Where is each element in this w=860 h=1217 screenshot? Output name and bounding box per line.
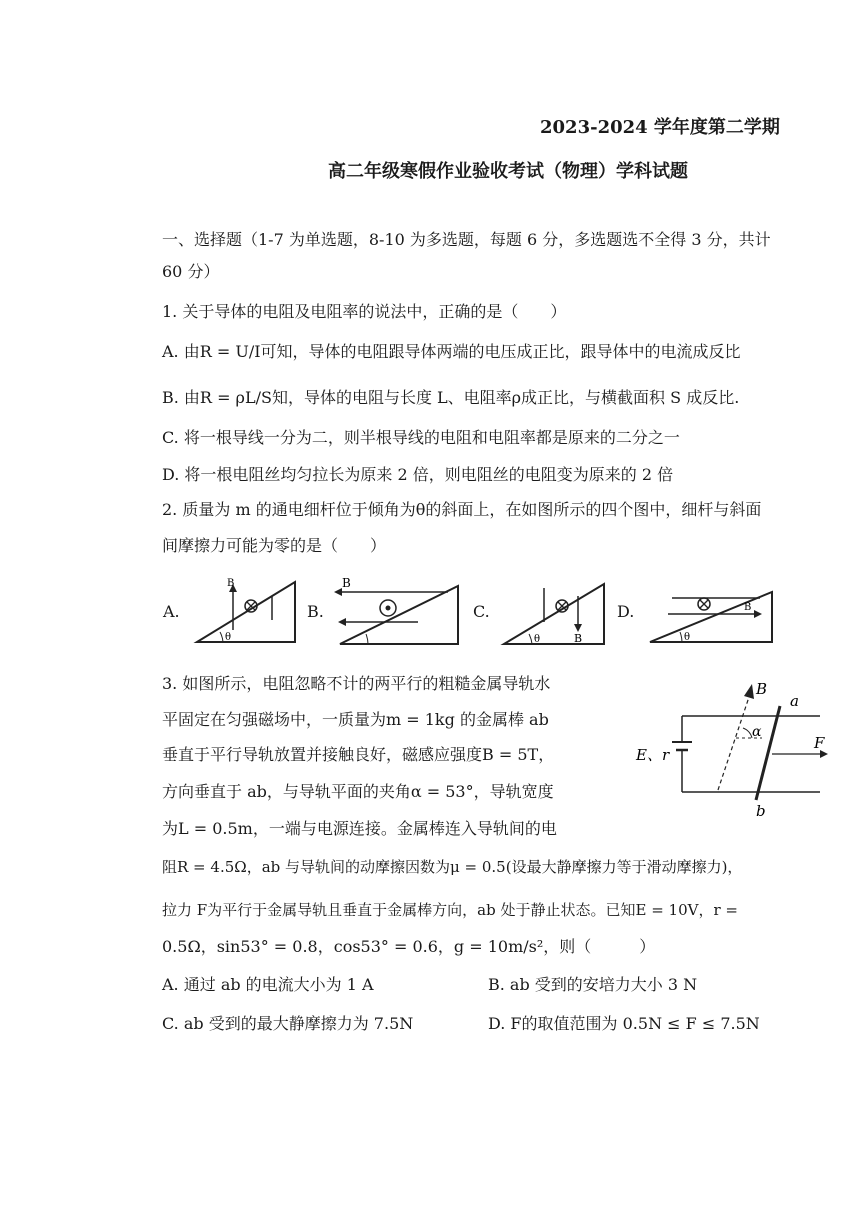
q3-line-2: 平固定在匀强磁场中，一质量为m = 1kg 的金属棒 ab bbox=[162, 710, 549, 729]
q2-stem-line2: 间摩擦力可能为零的是（ ） bbox=[162, 536, 387, 555]
b-label: B bbox=[342, 576, 351, 590]
q1-stem: 1. 关于导体的电阻及电阻率的说法中，正确的是（ ） bbox=[162, 302, 567, 321]
q2-figure-a bbox=[195, 580, 305, 650]
q3-option-a: A. 通过 ab 的电流大小为 1 A bbox=[162, 975, 374, 994]
b-label: B bbox=[744, 602, 752, 613]
theta-label: θ bbox=[684, 632, 691, 643]
q3-option-d: D. F的取值范围为 0.5N ≤ F ≤ 7.5N bbox=[488, 1014, 760, 1033]
q3-circuit-figure bbox=[636, 680, 830, 820]
term-title: 2023-2024 学年度第二学期 bbox=[540, 117, 780, 138]
q2-label-b: B. bbox=[307, 602, 324, 621]
q2-label-d: D. bbox=[617, 602, 635, 621]
q2-label-a: A. bbox=[163, 602, 180, 621]
label-B: B bbox=[756, 680, 768, 698]
q1-option-a: A. 由R = U/I可知，导体的电阻跟导体两端的电压成正比，跟导体中的电流成反比 bbox=[162, 342, 741, 361]
q3-line-6: 阻R = 4.5Ω，ab 与导轨间的动摩擦因数为μ = 0.5(设最大静摩擦力等于滑动摩擦力)， bbox=[162, 858, 743, 876]
section-heading-line1: 一、选择题（1-7 为单选题，8-10 为多选题，每题 6 分，多选题选不全得 3 分，共计 bbox=[162, 230, 771, 249]
q1-option-b: B. 由R = ρL/S知，导体的电阻与长度 L、电阻率ρ成正比，与横截面积 S 成反比. bbox=[162, 388, 740, 407]
q2-figure-c bbox=[502, 582, 612, 652]
q2-label-c: C. bbox=[473, 602, 490, 621]
q1-option-c: C. 将一根导线一分为二，则半根导线的电阻和电阻率都是原来的二分之一 bbox=[162, 428, 680, 447]
label-b: b bbox=[756, 802, 766, 820]
theta-label: θ bbox=[534, 634, 541, 645]
metal-rod-ab bbox=[756, 706, 780, 800]
q3-line-1: 3. 如图所示，电阻忽略不计的两平行的粗糙金属导轨水 bbox=[162, 674, 551, 693]
q3-line-5: 为L = 0.5m，一端与电源连接。金属棒连入导轨间的电 bbox=[162, 819, 557, 838]
b-field-arrow bbox=[718, 694, 750, 790]
b-label: B bbox=[227, 578, 235, 589]
exam-title: 高二年级寒假作业验收考试（物理）学科试题 bbox=[328, 161, 688, 182]
q1-option-d: D. 将一根电阻丝均匀拉长为原来 2 倍，则电阻丝的电阻变为原来的 2 倍 bbox=[162, 465, 674, 484]
section-heading-line2: 60 分） bbox=[162, 262, 220, 281]
q2-figure-b bbox=[338, 578, 463, 650]
q3-line-4: 方向垂直于 ab，与导轨平面的夹角α = 53°，导轨宽度 bbox=[162, 782, 554, 801]
q2-stem-line1: 2. 质量为 m 的通电细杆位于倾角为θ的斜面上，在如图所示的四个图中，细杆与斜面 bbox=[162, 500, 762, 519]
theta-label: θ bbox=[225, 632, 232, 643]
label-F: F bbox=[814, 734, 825, 752]
b-label: B bbox=[574, 632, 583, 645]
q3-line-8: 0.5Ω，sin53° = 0.8，cos53° = 0.6，g = 10m/s²，则（ ） bbox=[162, 937, 656, 956]
q3-option-c: C. ab 受到的最大静摩擦力为 7.5N bbox=[162, 1014, 414, 1033]
label-Er: E、r bbox=[636, 746, 670, 764]
q2-figure-d bbox=[648, 586, 778, 646]
q3-line-3: 垂直于平行导轨放置并接触良好，磁感应强度B = 5T， bbox=[162, 745, 555, 764]
q3-option-b: B. ab 受到的安培力大小 3 N bbox=[488, 975, 698, 994]
label-a: a bbox=[790, 692, 799, 710]
label-alpha: α bbox=[752, 724, 762, 740]
q3-line-7: 拉力 F为平行于金属导轨且垂直于金属棒方向，ab 处于静止状态。已知E = 10V，r = bbox=[162, 901, 738, 919]
